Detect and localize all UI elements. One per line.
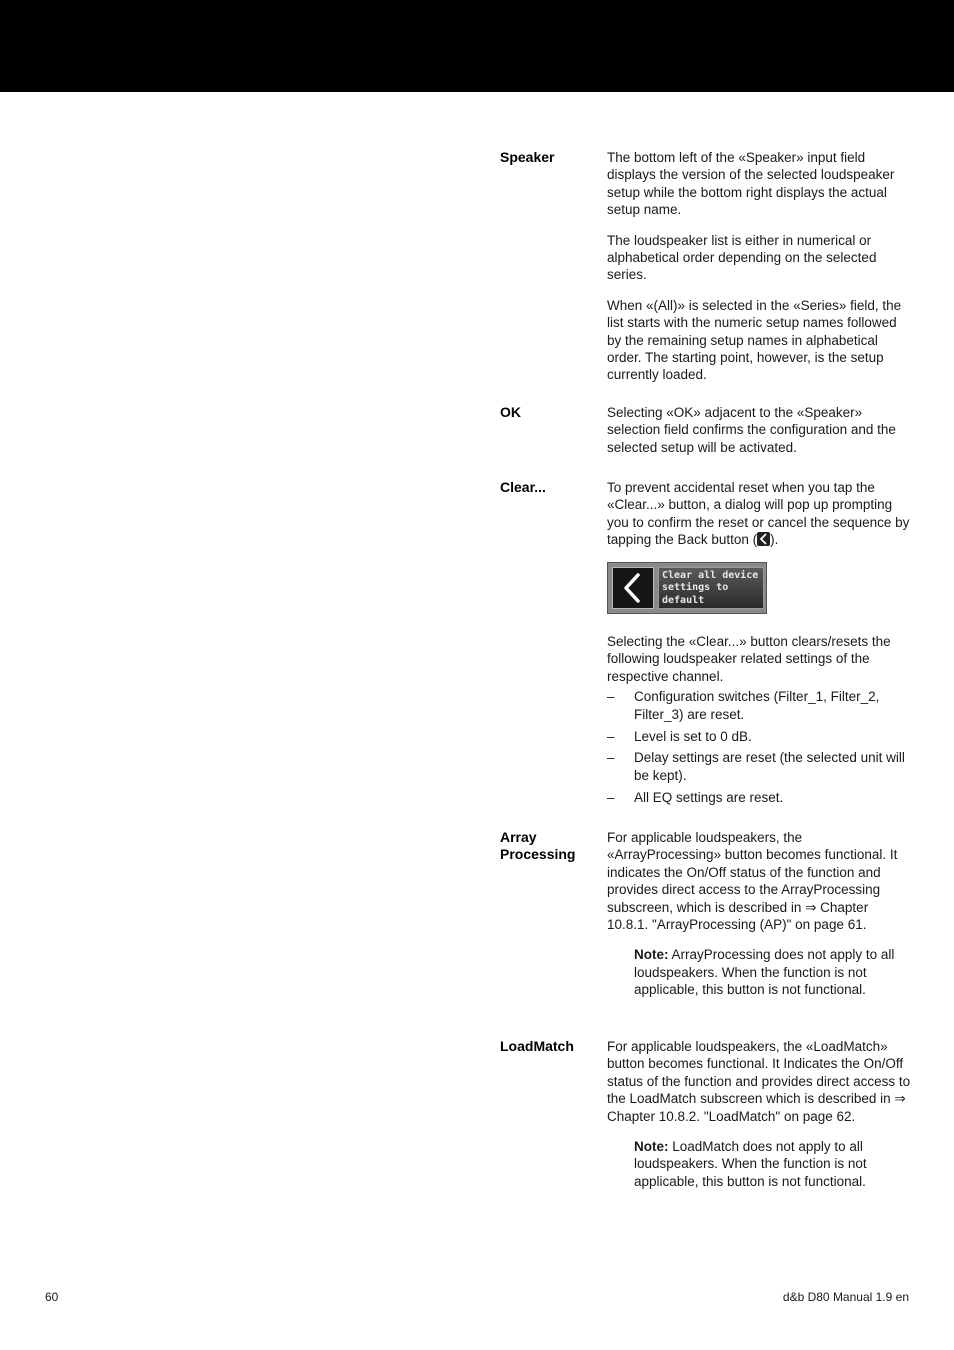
term-ok: OK bbox=[500, 404, 521, 420]
reset-list bbox=[607, 688, 912, 806]
list-item-text: All EQ settings are reset. bbox=[634, 789, 784, 805]
dash-marker: – bbox=[607, 789, 615, 805]
back-arrow-icon bbox=[757, 532, 770, 546]
paragraph: For applicable loudspeakers, the «ArrayProcessing» button becomes functional. It indicates the On/Off status of the function and provides direct access to the ArrayProcessing subscreen, which is described in ⇒ Chapter 10.8.1. "ArrayProcessing (AP)" on page 61. bbox=[607, 830, 898, 933]
array-processing-description bbox=[607, 829, 912, 1012]
paragraph-text: ). bbox=[770, 532, 779, 548]
paragraph: Selecting the «Clear...» button clears/resets the following loudspeaker related settings of the respective channel. bbox=[607, 634, 891, 684]
speaker-description bbox=[607, 149, 912, 397]
clear-description bbox=[607, 479, 912, 562]
paragraph: The loudspeaker list is either in numerical or alphabetical order depending on the selected series. bbox=[607, 232, 877, 283]
note-label: Note: bbox=[634, 1139, 669, 1155]
back-button bbox=[612, 567, 654, 609]
list-item bbox=[607, 728, 912, 745]
note-text: ArrayProcessing does not apply to all loudspeakers. When the function is not applicable, this button is not functional. bbox=[634, 947, 895, 998]
term-array-processing: Array Processing bbox=[500, 829, 576, 863]
note bbox=[607, 1138, 912, 1190]
term-speaker: Speaker bbox=[500, 149, 555, 165]
term-loadmatch: LoadMatch bbox=[500, 1038, 574, 1054]
paragraph: Selecting «OK» adjacent to the «Speaker» selection field confirms the configuration and the selected setup will be activated. bbox=[607, 405, 896, 455]
clear-effects bbox=[607, 633, 912, 811]
list-item-text: Level is set to 0 dB. bbox=[634, 728, 752, 744]
clear-dialog-screenshot bbox=[607, 562, 767, 614]
paragraph bbox=[607, 479, 912, 549]
paragraph: The bottom left of the «Speaker» input field displays the version of the selected loudspeaker setup while the bottom right displays the actual setup name. bbox=[607, 150, 895, 218]
note-text: LoadMatch does not apply to all loudspeakers. When the function is not applicable, this button is not functional. bbox=[634, 1139, 867, 1189]
dash-marker: – bbox=[607, 728, 615, 744]
paragraph: For applicable loudspeakers, the «LoadMatch» button becomes functional. It Indicates the On/Off status of the function and provides direct access to the LoadMatch subscreen which is described in ⇒ Chapter 10.8.2. "LoadMatch" on page 62. bbox=[607, 1039, 911, 1124]
ok-description bbox=[607, 404, 912, 469]
list-item bbox=[607, 749, 912, 784]
term-clear: Clear... bbox=[500, 479, 546, 495]
clear-all-settings-button: Clear all device settings to default bbox=[658, 567, 764, 609]
list-item bbox=[607, 789, 912, 806]
paragraph: When «(All)» is selected in the «Series» field, the list starts with the numeric setup names followed by the remaining setup names in alphabetical order. The starting point, however, is the setup currently loaded. bbox=[607, 297, 902, 383]
back-arrow-icon bbox=[613, 568, 653, 608]
list-item bbox=[607, 688, 912, 723]
footer-manual-title: d&b D80 Manual 1.9 en bbox=[782, 1290, 909, 1304]
note-label: Note: bbox=[634, 947, 669, 963]
paragraph-text: To prevent accidental reset when you tap the «Clear...» button, a dialog will pop up prompting you to confirm the reset or cancel the sequence by tapping the Back button ( bbox=[607, 480, 910, 548]
note bbox=[607, 946, 912, 998]
dash-marker: – bbox=[607, 750, 615, 766]
loadmatch-description bbox=[607, 1038, 912, 1203]
dash-marker: – bbox=[607, 689, 615, 705]
list-item-text: Delay settings are reset (the selected unit will be kept). bbox=[634, 750, 905, 783]
list-item-text: Configuration switches (Filter_1, Filter_2, Filter_3) are reset. bbox=[634, 689, 880, 722]
header-bar bbox=[0, 0, 954, 92]
page-number: 60 bbox=[45, 1290, 59, 1304]
